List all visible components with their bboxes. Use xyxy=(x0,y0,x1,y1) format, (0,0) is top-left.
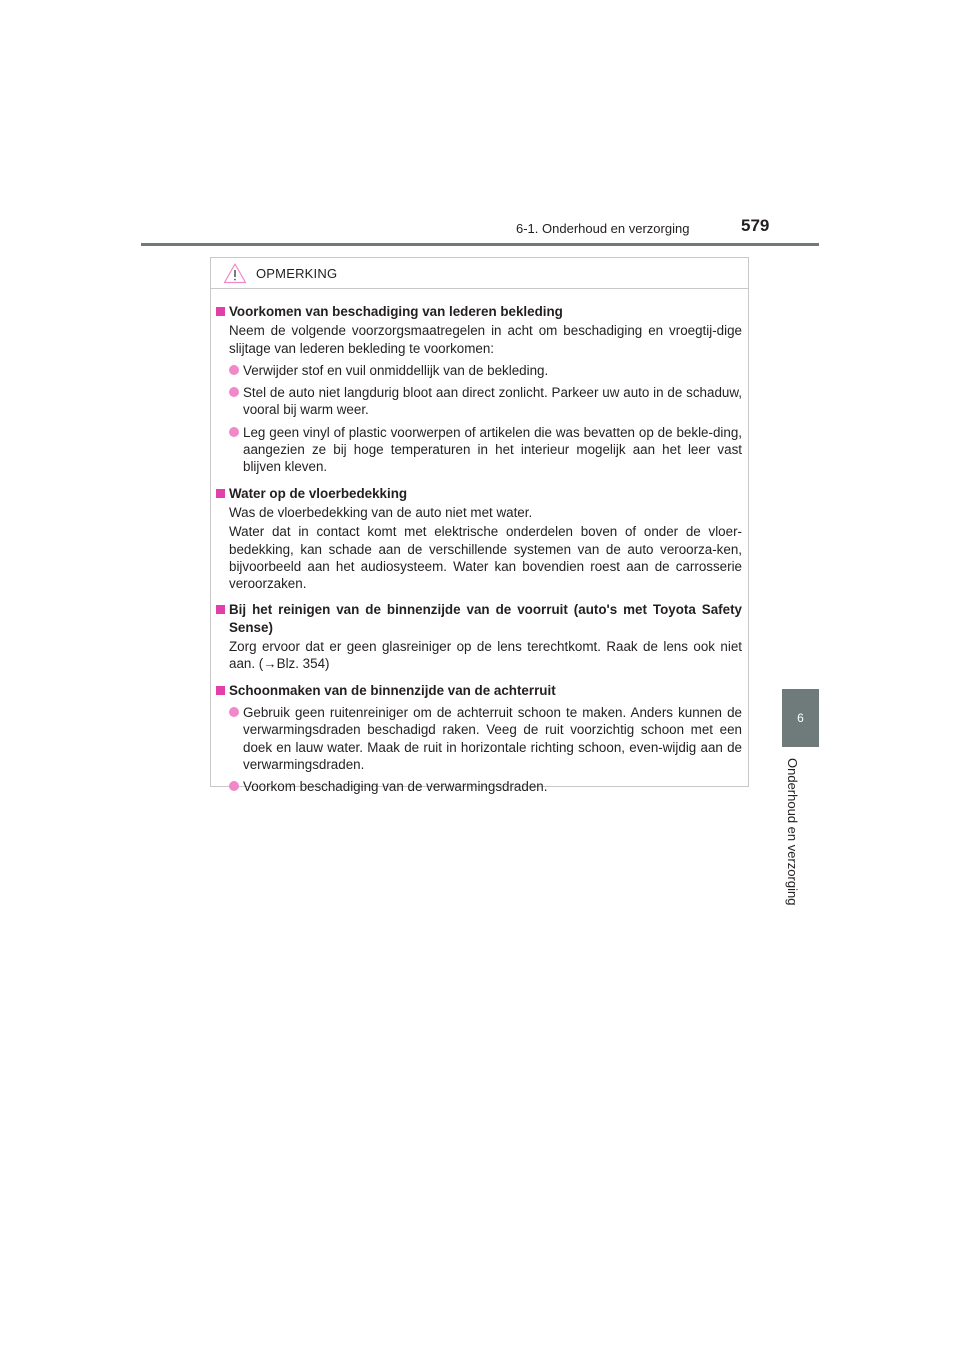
list-item: Voorkom beschadiging van de verwarmingsdraden. xyxy=(229,778,742,795)
paragraph: Neem de volgende voorzorgsmaatregelen in acht om beschadiging en vroegtij-dige slijtage van lederen bekleding te voorkomen: xyxy=(229,323,742,356)
circle-bullet-icon xyxy=(229,387,239,397)
header-rule xyxy=(141,243,819,246)
section-heading: Water op de vloerbedekking xyxy=(216,485,742,502)
notice-box xyxy=(210,257,749,795)
chapter-number: 6 xyxy=(797,711,804,725)
circle-bullet-icon xyxy=(229,365,239,375)
chapter-title: Onderhoud en verzorging xyxy=(785,758,800,906)
section-title: 6-1. Onderhoud en verzorging xyxy=(516,221,690,236)
circle-bullet-icon xyxy=(229,427,239,437)
circle-bullet-icon xyxy=(229,781,239,791)
paragraph: Was de vloerbedekking van de auto niet met water. xyxy=(229,504,533,520)
page-number: 579 xyxy=(741,216,770,235)
notice-header xyxy=(211,258,748,289)
square-bullet-icon xyxy=(216,489,225,498)
chapter-tab xyxy=(782,689,819,747)
paragraph: Water dat in contact komt met elektrische onderdelen boven of onder de vloer-bedekking, kan schade aan de verschillende systemen van de auto veroorza-ken, bijvoorbeeld aan het audiosysteem. Water kan bovendien roest aan de carrosserie veroorzaken. xyxy=(229,524,742,592)
paragraph: Zorg ervoor dat er geen glasreiniger op de lens terechtkomt. Raak de lens ook niet aan. (→Blz. 354) xyxy=(229,639,742,672)
notice-body xyxy=(211,289,748,795)
notice-title: OPMERKING xyxy=(256,265,338,281)
list-item: Gebruik geen ruitenreiniger om de achterruit schoon te maken. Anders kunnen de verwarmingsdraden beschadigd raken. Veeg de ruit voorzichtig schoon met een doek en lauw water. Maak de ruit in horizontale richting schoon, even-wijdig aan de verwarmingsdraden. xyxy=(229,704,742,773)
section-heading: Voorkomen van beschadiging van lederen bekleding xyxy=(216,303,742,320)
list-item: Verwijder stof en vuil onmiddellijk van de bekleding. xyxy=(229,362,742,379)
circle-bullet-icon xyxy=(229,707,239,717)
warning-triangle-icon xyxy=(223,262,247,284)
square-bullet-icon xyxy=(216,686,225,695)
list-item: Leg geen vinyl of plastic voorwerpen of artikelen die was bevatten op de bekle-ding, aangezien ze bij hoge temperaturen in het interieur mogelijk aan het leer vast blijven kleven. xyxy=(229,424,742,476)
square-bullet-icon xyxy=(216,307,225,316)
square-bullet-icon xyxy=(216,605,225,614)
section-heading: Schoonmaken van de binnenzijde van de achterruit xyxy=(216,682,742,699)
section-heading: Bij het reinigen van de binnenzijde van de voorruit (auto's met Toyota Safety Sense) xyxy=(216,601,742,636)
list-item: Stel de auto niet langdurig bloot aan direct zonlicht. Parkeer uw auto in de schaduw, vooral bij warm weer. xyxy=(229,384,742,419)
